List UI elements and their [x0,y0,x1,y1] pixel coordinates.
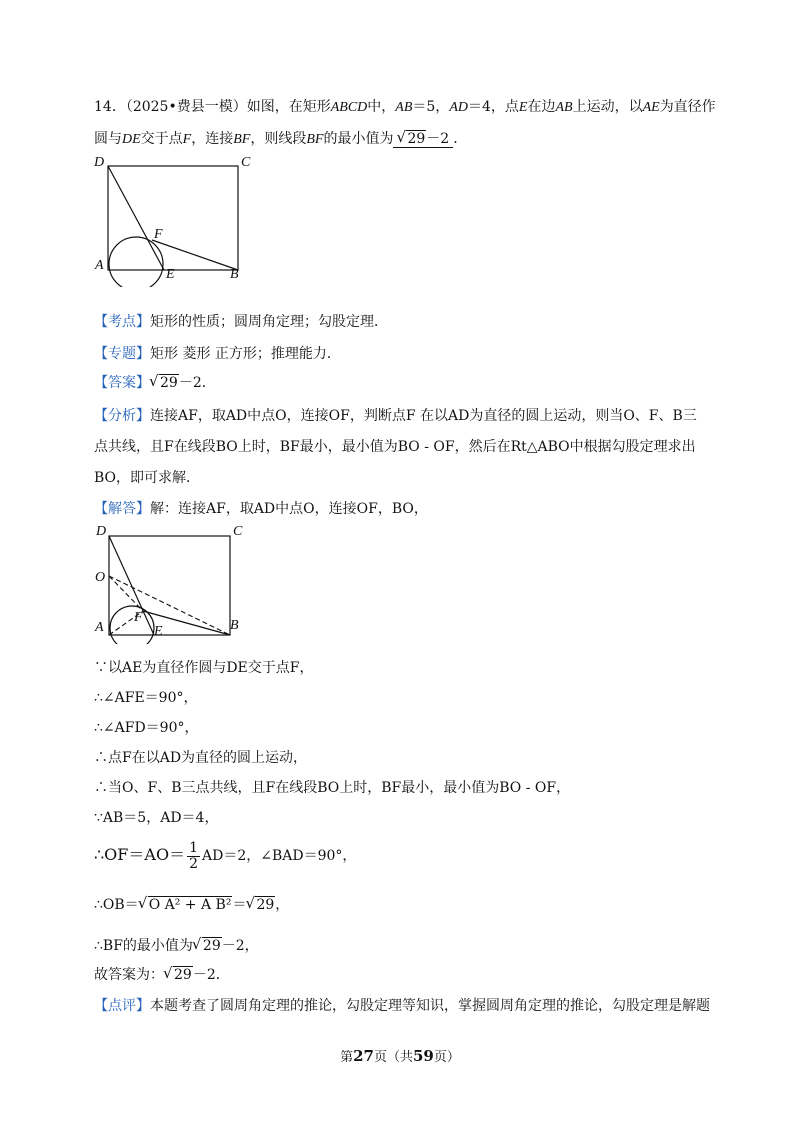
zhuanti-line: 【专题】矩形 菱形 正方形；推理能力． [94,346,341,362]
figure-2 [90,520,255,644]
label-C: C [233,524,243,539]
jieda-line: 【解答】解：连接AF，取AD中点O，连接OF，BO， [94,501,428,517]
step-3: ∴∠AFD＝90°， [94,720,199,736]
fenxi-line-1: 【分析】连接AF，取AD中点O，连接OF，判断点F 在以AD为直径的圆上运动，则当O、F、B三 [94,408,697,424]
fenxi-line-2: 点共线，且F在线段BO上时，BF最小，最小值为BO - OF，然后在Rt△ABO中根据勾股定理求出 [94,439,696,455]
step-5: ∴当O、F、B三点共线，且F在线段BO上时，BF最小，最小值为BO - OF， [94,780,571,796]
label-C: C [241,155,251,170]
label-B: B [230,267,239,282]
label-O: O [95,570,106,585]
label-A: A [95,620,104,635]
problem-line-2: 圆与DE交于点F，连接BF，则线段BF的最小值为√ 29－2 ． [94,129,467,150]
step-1: ∵以AE为直径作圆与DE交于点F， [94,660,314,676]
answer-blank: √ 29－2 [393,131,453,148]
step-10: 故答案为：√ 29－2． [94,965,230,985]
step-9: ∴BF的最小值为√ 29－2， [94,936,259,956]
step-4: ∴点F在以AD为直径的圆上运动， [94,750,308,766]
label-D: D [94,155,105,170]
step-6: ∵AB＝5，AD＝4， [94,810,219,826]
fraction-half: $\frac{1}{2}$ [189,839,198,872]
label-B: B [230,618,239,633]
label-F: F [134,610,143,625]
step-7: ∴OF＝AO＝ $\frac{1}{2}$ AD＝2，∠BAD＝90°， [94,839,357,872]
kaodian-line: 【考点】矩形的性质；圆周角定理；勾股定理． [94,314,388,330]
label-A: A [95,258,104,273]
step-8: ∴OB＝√ O A² + A B²＝√ 29， [94,895,289,915]
label-E: E [166,267,175,282]
label-F: F [154,227,163,242]
figure-1 [90,152,260,287]
daan-line: 【答案】√ 29－2． [94,373,216,393]
fenxi-line-3: BO，即可求解． [94,470,201,486]
step-2: ∴∠AFE＝90°， [94,690,198,706]
label-D: D [96,524,107,539]
problem-line-1: 14．（2025•费县一模）如图，在矩形ABCD中，AB＝5，AD＝4，点E在边AB上运动，以AE为直径作 [94,99,716,115]
label-E: E [154,624,163,639]
dianping-line: 【点评】本题考查了圆周角定理的推论，勾股定理等知识，掌握圆周角定理的推论，勾股定理是解题 [94,998,710,1014]
page-footer: 第27页（共59页） [340,1047,460,1065]
